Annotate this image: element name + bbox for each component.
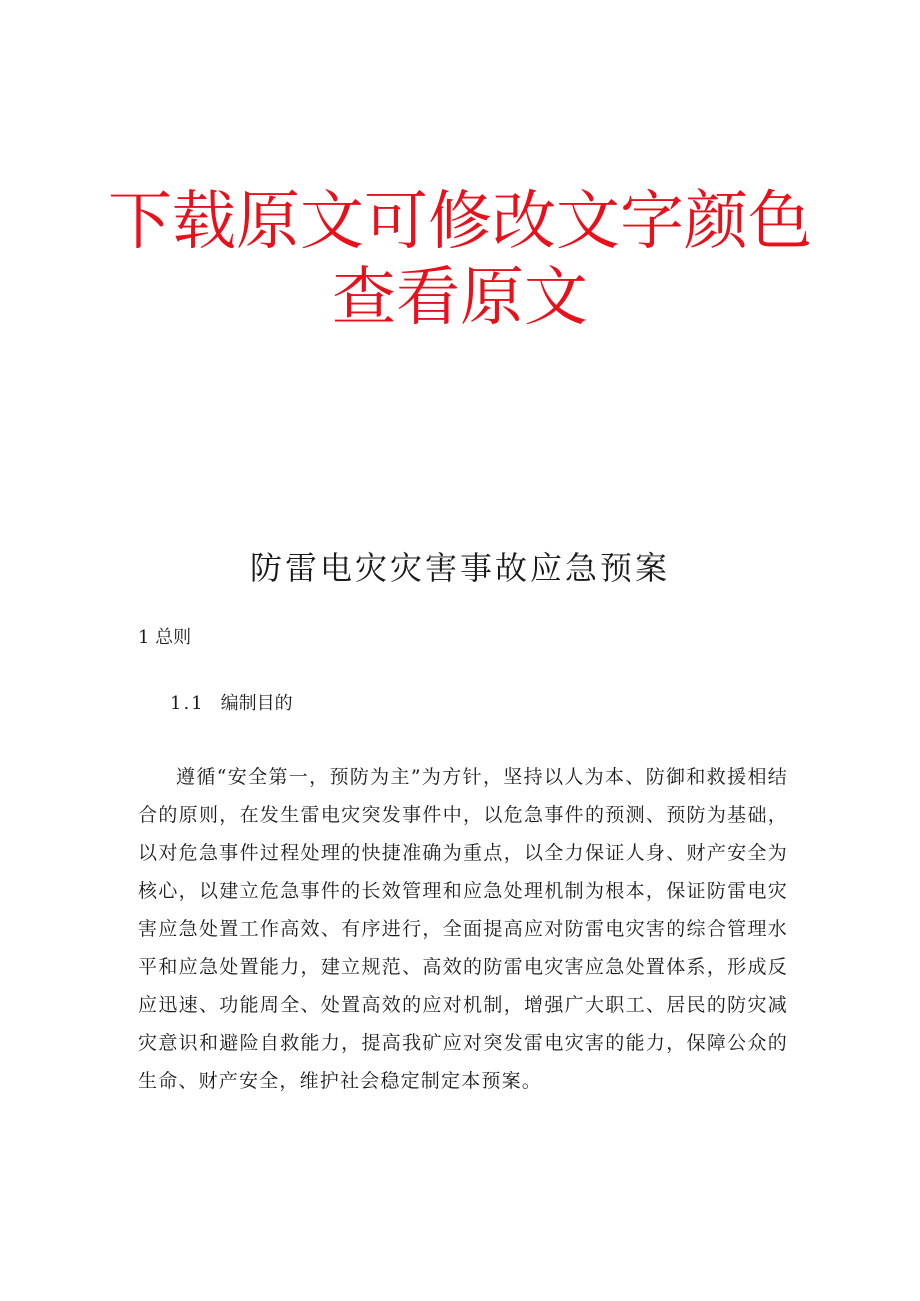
- subsection-title: 编制目的: [220, 693, 293, 714]
- section-heading: 1 总则: [138, 627, 192, 648]
- subsection-number: 1.1: [170, 693, 205, 714]
- subsection-heading: [170, 692, 293, 716]
- document-title: 防雷电灾灾害事故应急预案: [249, 549, 670, 587]
- body-paragraph: 遵循“安全第一，预防为主”为方针，坚持以人为本、防御和救援相结合的原则，在发生雷电灾突发事件中，以危急事件的预测、预防为基础，以对危急事件过程处理的快捷准确为重点，以全力保证人身、财产安全为核心，以建立危急事件的长效管理和应急处理机制为根本，保证防雷电灾害应急处置工作高效、有序进行，全面提高应对防雷电灾害的综合管理水平和应急处置能力，建立规范、高效的防雷电灾害应急处置体系，形成反应迅速、功能周全、处置高效的应对机制，增强广大职工、居民的防灾减灾意识和避险自救能力，提高我矿应对突发雷电灾害的能力，保障公众的生命、财产安全，维护社会稳定制定本预案。: [138, 766, 788, 1092]
- view-original-banner-line2[interactable]: 查看原文: [332, 261, 588, 335]
- download-banner-line1[interactable]: 下载原文可修改文字颜色: [108, 185, 812, 259]
